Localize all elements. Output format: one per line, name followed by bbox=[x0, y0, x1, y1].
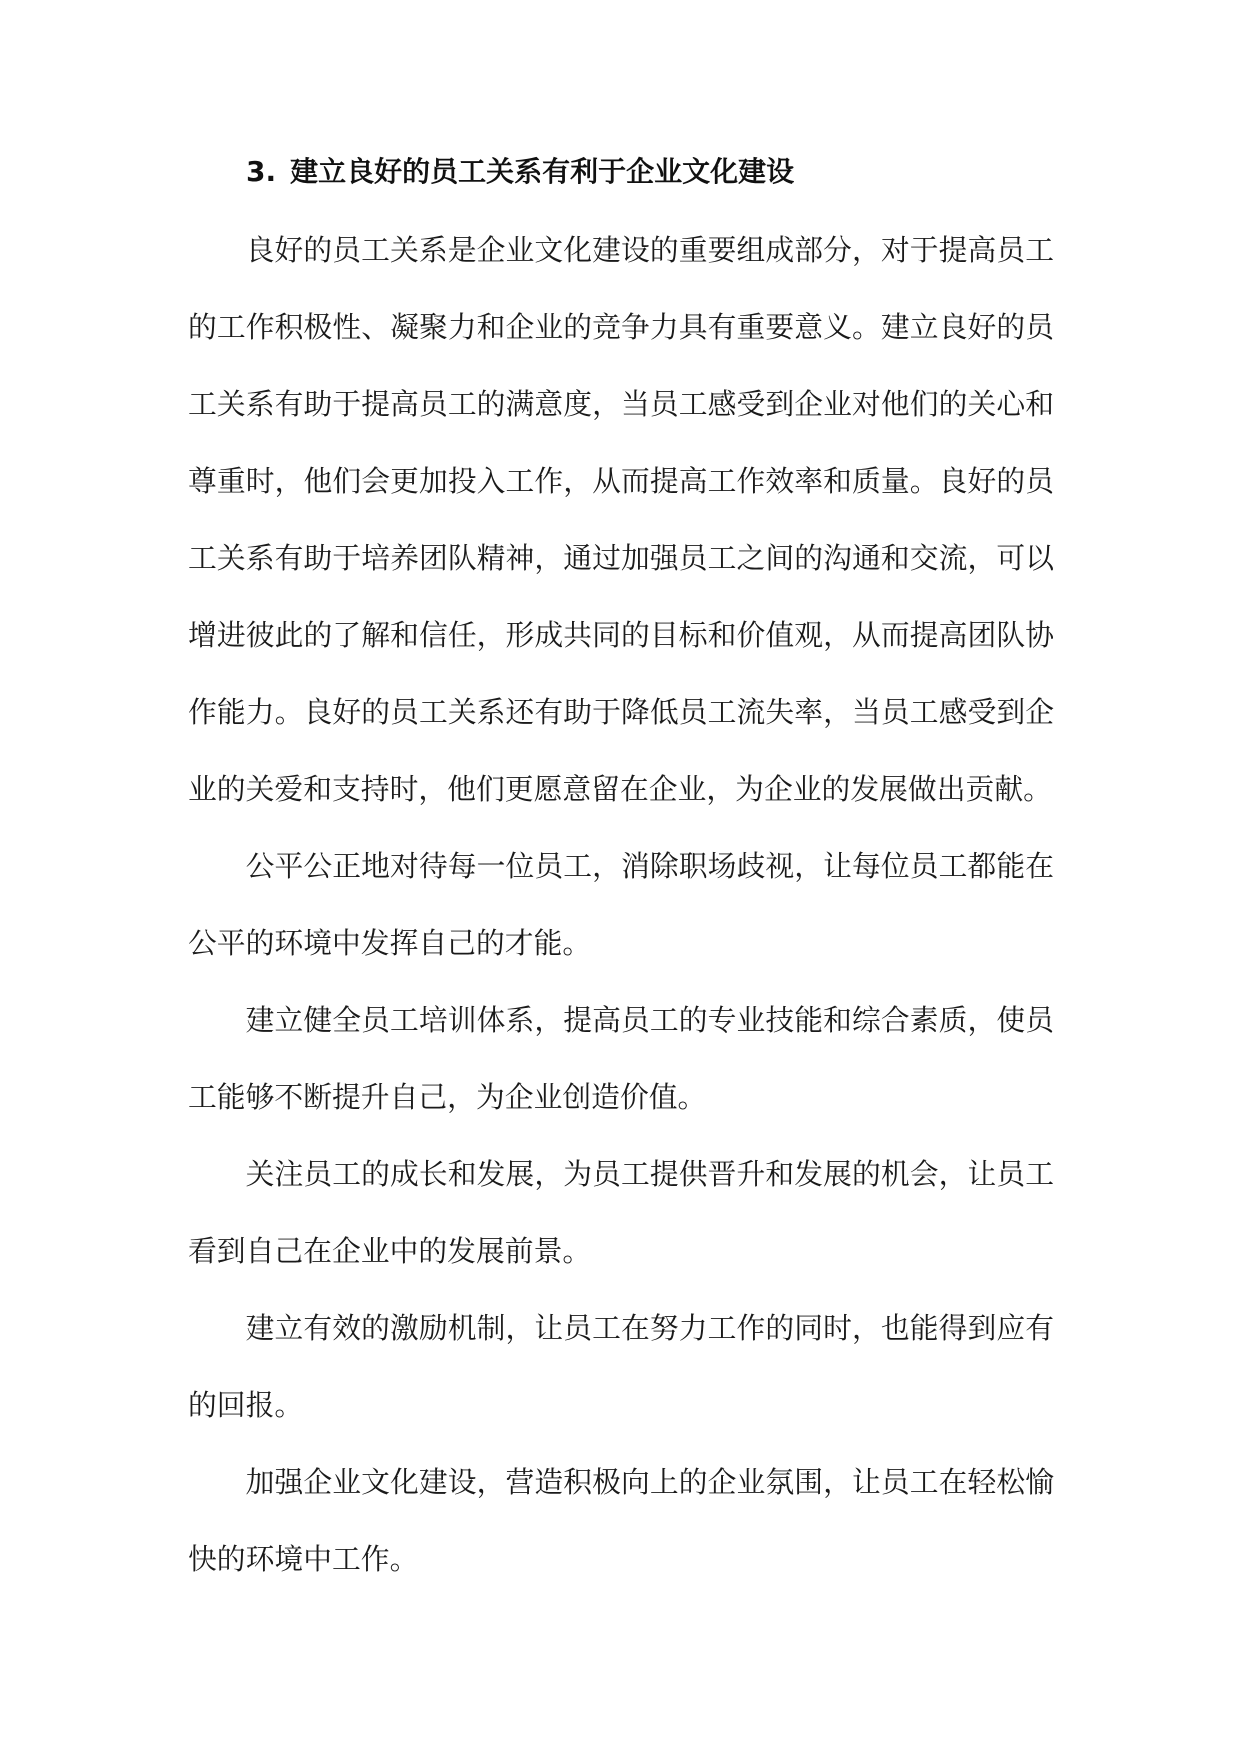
body-paragraph: 建立健全员工培训体系，提高员工的专业技能和综合素质，使员工能够不断提升自己，为企业创造价值。 bbox=[188, 1003, 1054, 1114]
body-paragraph: 建立有效的激励机制，让员工在努力工作的同时，也能得到应有的回报。 bbox=[188, 1311, 1054, 1422]
body-paragraph: 加强企业文化建设，营造积极向上的企业氛围，让员工在轻松愉快的环境中工作。 bbox=[188, 1465, 1054, 1576]
section-heading bbox=[246, 148, 1046, 196]
section-title: 建立良好的员工关系有利于企业文化建设 bbox=[290, 155, 795, 188]
section-number: 3. bbox=[246, 155, 277, 188]
body-paragraph: 良好的员工关系是企业文化建设的重要组成部分，对于提高员工的工作积极性、凝聚力和企业的竞争力具有重要意义。建立良好的员工关系有助于提高员工的满意度，当员工感受到企业对他们的关心和尊重时，他们会更加投入工作，从而提高工作效率和质量。良好的员工关系有助于培养团队精神，通过加强员工之间的沟通和交流，可以增进彼此的了解和信任，形成共同的目标和价值观，从而提高团队协作能力。良好的员工关系还有助于降低员工流失率，当员工感受到企业的关爱和支持时，他们更愿意留在企业，为企业的发展做出贡献。 bbox=[188, 233, 1054, 806]
body-paragraph: 公平公正地对待每一位员工，消除职场歧视，让每位员工都能在公平的环境中发挥自己的才能。 bbox=[188, 849, 1054, 960]
body-paragraph: 关注员工的成长和发展，为员工提供晋升和发展的机会，让员工看到自己在企业中的发展前景。 bbox=[188, 1157, 1054, 1268]
